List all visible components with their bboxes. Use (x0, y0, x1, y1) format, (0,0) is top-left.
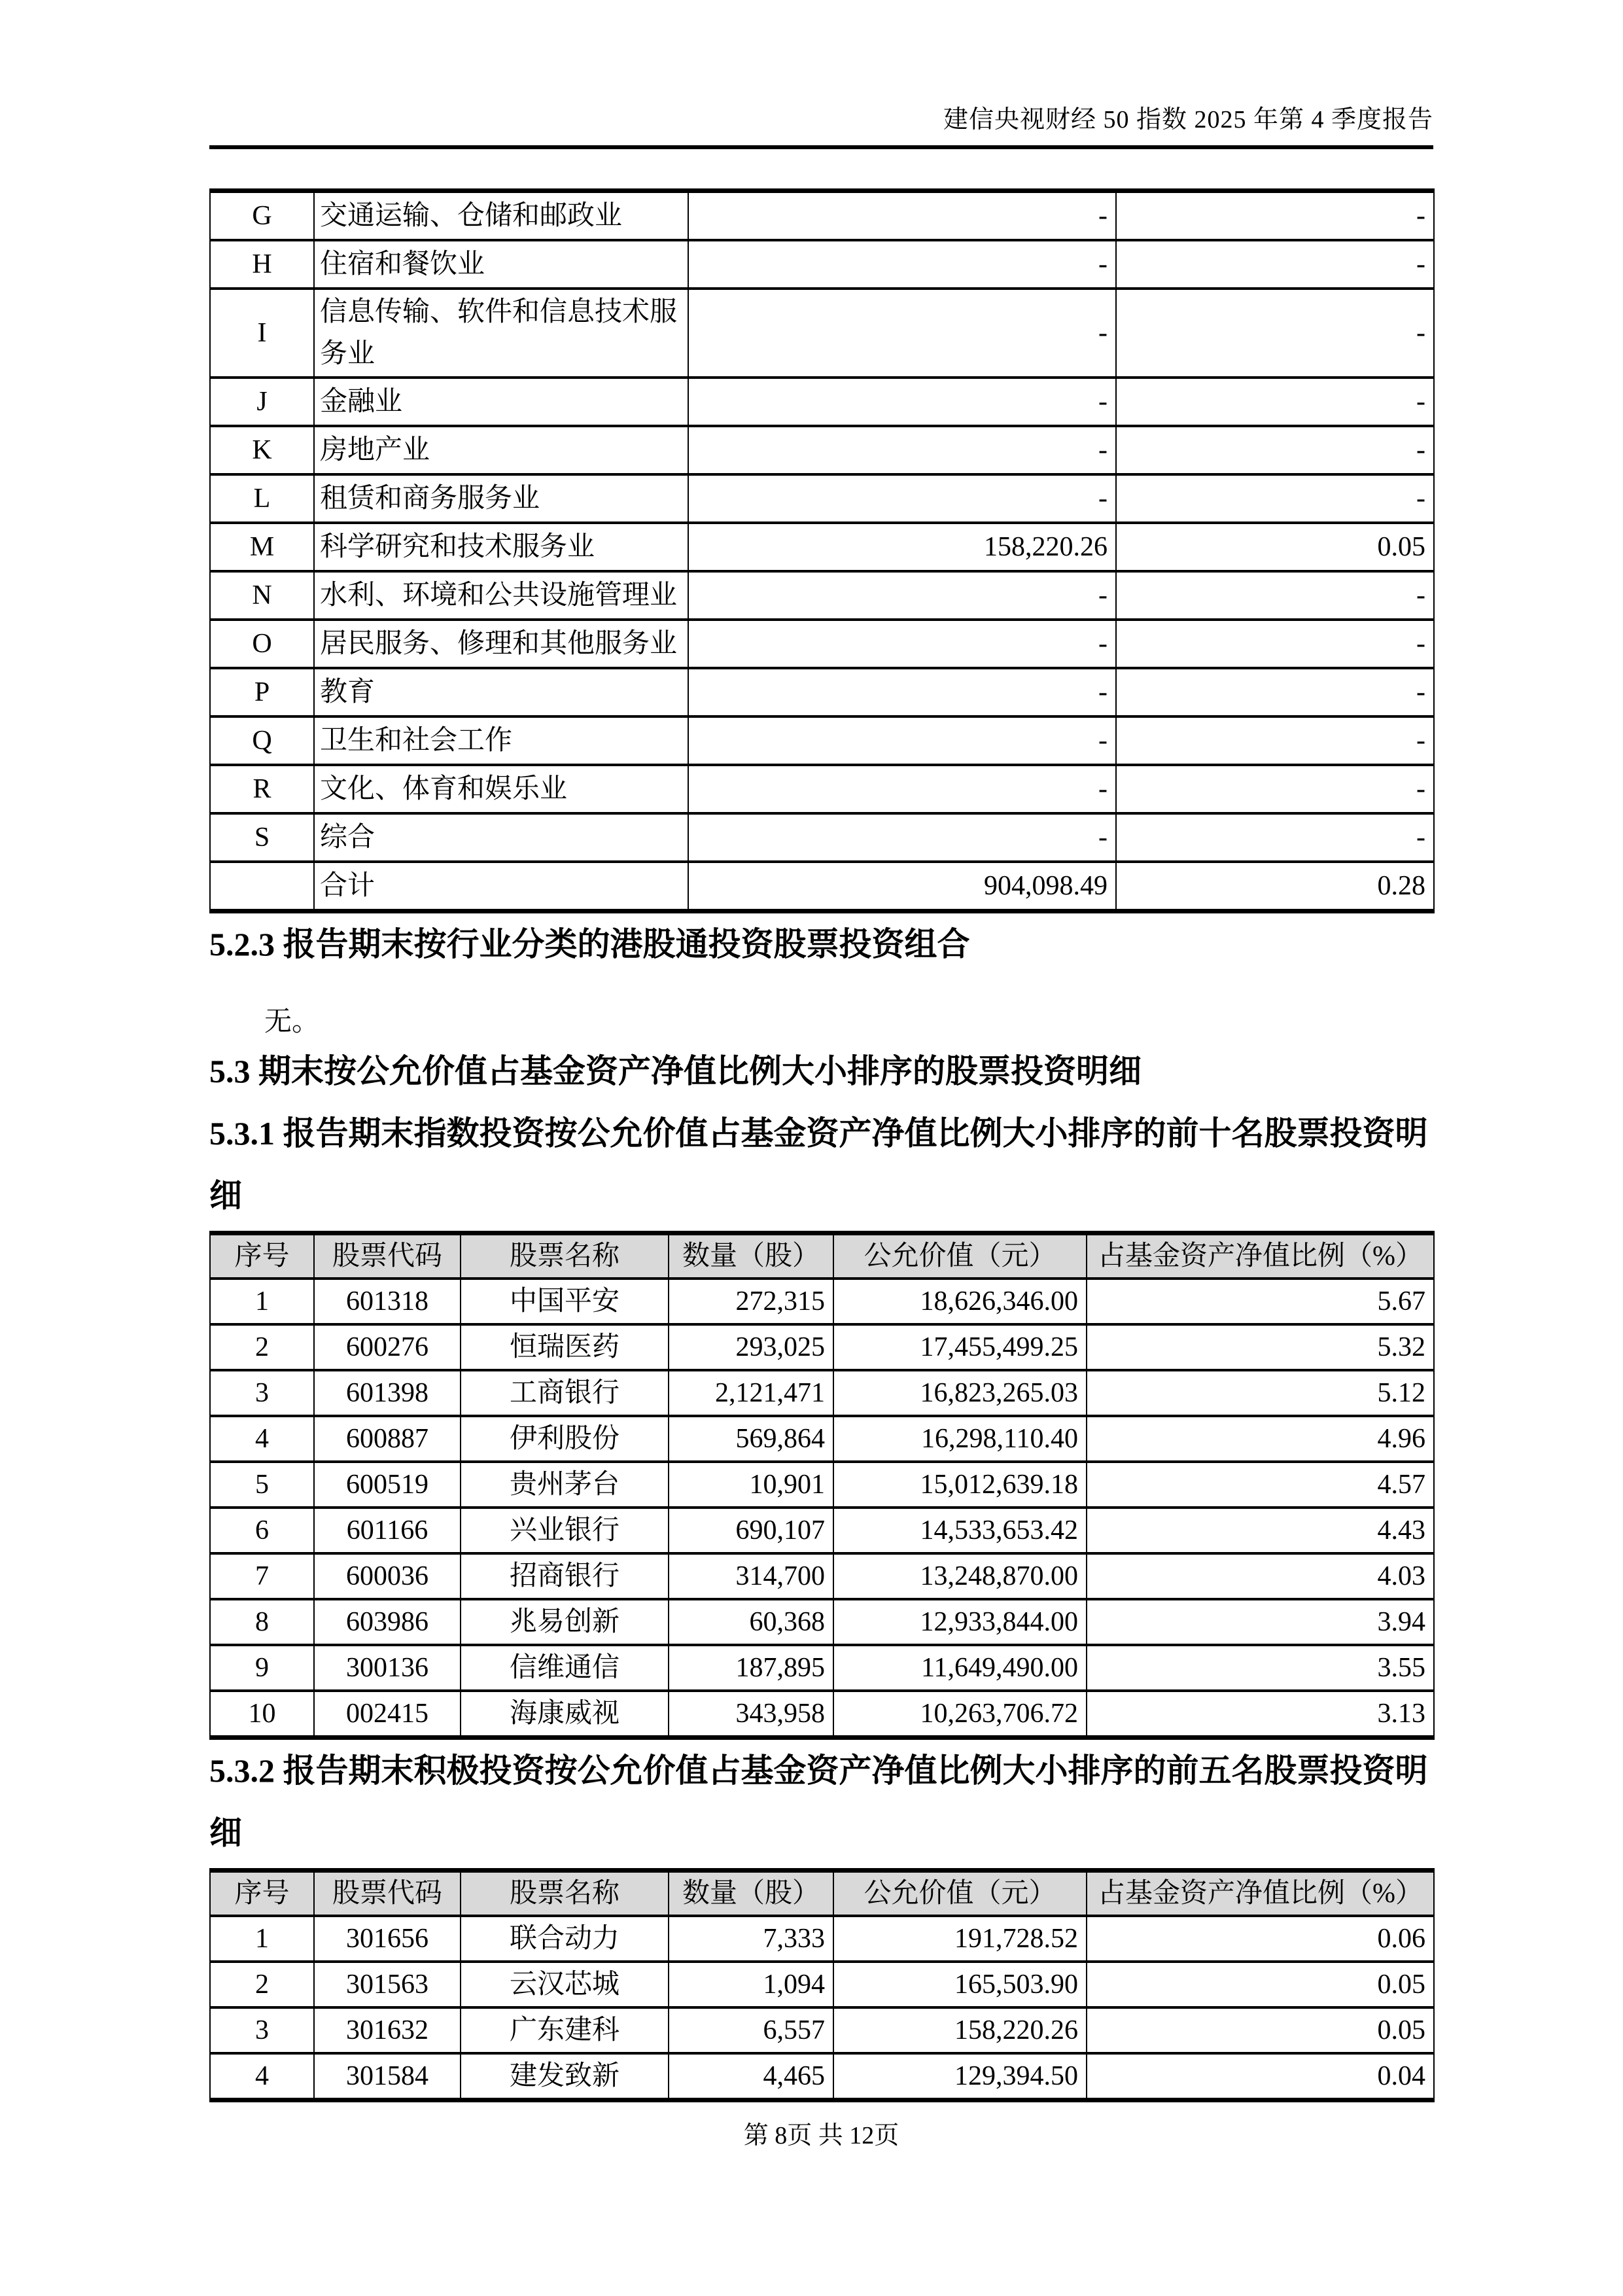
industry-value-cell: - (688, 474, 1116, 523)
stock-table-row (210, 1962, 1434, 2007)
stock-qty-cell: 272,315 (669, 1279, 833, 1324)
industry-table-row (210, 240, 1434, 289)
header-title: 建信央视财经 50 指数 2025 年第 4 季度报告 (943, 106, 1433, 133)
stock-name-cell: 工商银行 (461, 1370, 669, 1416)
header-cell-name: 股票名称 (461, 1871, 669, 1916)
stock-code-cell: 301563 (314, 1962, 461, 2007)
stock-table-row (210, 1599, 1434, 1645)
industry-table-row (210, 862, 1434, 911)
stock-seq-cell: 1 (210, 1916, 314, 1962)
industry-code-cell: K (210, 426, 314, 474)
industry-table-row (210, 289, 1434, 378)
industry-name-cell: 金融业 (314, 378, 688, 426)
section-5-2-3-title: 5.2.3 报告期末按行业分类的港股通投资股票投资组合 (209, 926, 970, 963)
industry-name-cell: 水利、环境和公共设施管理业 (314, 571, 688, 620)
stock-code-cell: 600276 (314, 1324, 461, 1370)
industry-pct-cell: - (1116, 240, 1434, 289)
stock-name-cell: 信维通信 (461, 1645, 669, 1691)
stock-code-cell: 600887 (314, 1416, 461, 1462)
stock-name-cell: 云汉芯城 (461, 1962, 669, 2007)
stock-qty-cell: 10,901 (669, 1462, 833, 1508)
stock-qty-cell: 1,094 (669, 1962, 833, 2007)
stock-qty-cell: 60,368 (669, 1599, 833, 1645)
top10-table-header (210, 1233, 1434, 1279)
industry-pct-cell: - (1116, 378, 1434, 426)
industry-name-cell: 交通运输、仓储和邮政业 (314, 191, 688, 241)
stock-code-cell: 301584 (314, 2053, 461, 2100)
industry-table-row (210, 668, 1434, 716)
industry-code-cell: R (210, 765, 314, 813)
stock-qty-cell: 2,121,471 (669, 1370, 833, 1416)
industry-table-row (210, 571, 1434, 620)
stock-name-cell: 兆易创新 (461, 1599, 669, 1645)
industry-pct-cell: - (1116, 716, 1434, 765)
stock-table-row (210, 1916, 1434, 1962)
top5-table-header (210, 1871, 1434, 1916)
stock-name-cell: 中国平安 (461, 1279, 669, 1324)
industry-name-cell: 卫生和社会工作 (314, 716, 688, 765)
industry-name-cell: 租赁和商务服务业 (314, 474, 688, 523)
stock-fair-value-cell: 18,626,346.00 (833, 1279, 1087, 1324)
top5-table-body (210, 1916, 1434, 2100)
stock-seq-cell: 4 (210, 1416, 314, 1462)
stock-qty-cell: 343,958 (669, 1691, 833, 1738)
industry-value-cell: - (688, 191, 1116, 241)
industry-table-row (210, 620, 1434, 668)
stock-fair-value-cell: 10,263,706.72 (833, 1691, 1087, 1738)
stock-seq-cell: 3 (210, 1370, 314, 1416)
stock-code-cell: 601166 (314, 1508, 461, 1553)
stock-name-cell: 建发致新 (461, 2053, 669, 2100)
header-cell-qty: 数量（股） (669, 1233, 833, 1279)
stock-table-row (210, 1691, 1434, 1738)
industry-value-cell: - (688, 716, 1116, 765)
industry-code-cell: S (210, 813, 314, 862)
stock-fair-value-cell: 16,823,265.03 (833, 1370, 1087, 1416)
industry-value-cell: - (688, 765, 1116, 813)
industry-code-cell: N (210, 571, 314, 620)
header-cell-seq: 序号 (210, 1871, 314, 1916)
industry-table-body (210, 191, 1434, 911)
stock-fair-value-cell: 15,012,639.18 (833, 1462, 1087, 1508)
header-cell-name: 股票名称 (461, 1233, 669, 1279)
stock-pct-cell: 5.12 (1087, 1370, 1434, 1416)
industry-code-cell: L (210, 474, 314, 523)
stock-fair-value-cell: 17,455,499.25 (833, 1324, 1087, 1370)
industry-code-cell: P (210, 668, 314, 716)
industry-name-cell: 综合 (314, 813, 688, 862)
stock-table-row (210, 1553, 1434, 1599)
stock-pct-cell: 3.13 (1087, 1691, 1434, 1738)
stock-code-cell: 600519 (314, 1462, 461, 1508)
industry-pct-cell: 0.05 (1116, 523, 1434, 571)
stock-pct-cell: 4.43 (1087, 1508, 1434, 1553)
stock-code-cell: 600036 (314, 1553, 461, 1599)
page-header (209, 105, 1433, 149)
stock-name-cell: 联合动力 (461, 1916, 669, 1962)
stock-table-row (210, 1279, 1434, 1324)
header-cell-pct: 占基金资产净值比例（%） (1087, 1233, 1434, 1279)
stock-seq-cell: 2 (210, 1962, 314, 2007)
stock-pct-cell: 0.05 (1087, 1962, 1434, 2007)
stock-pct-cell: 0.05 (1087, 2007, 1434, 2053)
stock-fair-value-cell: 13,248,870.00 (833, 1553, 1087, 1599)
industry-pct-cell: - (1116, 668, 1434, 716)
stock-name-cell: 贵州茅台 (461, 1462, 669, 1508)
industry-table-row (210, 813, 1434, 862)
stock-name-cell: 广东建科 (461, 2007, 669, 2053)
stock-seq-cell: 8 (210, 1599, 314, 1645)
stock-name-cell: 伊利股份 (461, 1416, 669, 1462)
stock-name-cell: 招商银行 (461, 1553, 669, 1599)
industry-value-cell: - (688, 620, 1116, 668)
stock-pct-cell: 0.06 (1087, 1916, 1434, 1962)
stock-table-row (210, 2007, 1434, 2053)
industry-value-cell: - (688, 378, 1116, 426)
stock-qty-cell: 4,465 (669, 2053, 833, 2100)
industry-value-cell: - (688, 668, 1116, 716)
industry-pct-cell: - (1116, 289, 1434, 378)
industry-name-cell: 合计 (314, 862, 688, 911)
stock-pct-cell: 0.04 (1087, 2053, 1434, 2100)
industry-pct-cell: - (1116, 620, 1434, 668)
header-cell-fair-value: 公允价值（元） (833, 1233, 1087, 1279)
industry-name-cell: 科学研究和技术服务业 (314, 523, 688, 571)
stock-seq-cell: 3 (210, 2007, 314, 2053)
industry-table-row (210, 191, 1434, 241)
industry-table-row (210, 716, 1434, 765)
industry-pct-cell: - (1116, 474, 1434, 523)
stock-code-cell: 601318 (314, 1279, 461, 1324)
industry-code-cell: Q (210, 716, 314, 765)
industry-table-row (210, 426, 1434, 474)
industry-pct-cell: - (1116, 426, 1434, 474)
stock-table-header-row (210, 1233, 1434, 1279)
industry-table-row (210, 765, 1434, 813)
stock-fair-value-cell: 165,503.90 (833, 1962, 1087, 2007)
stock-qty-cell: 569,864 (669, 1416, 833, 1462)
stock-qty-cell: 314,700 (669, 1553, 833, 1599)
stock-name-cell: 兴业银行 (461, 1508, 669, 1553)
stock-seq-cell: 6 (210, 1508, 314, 1553)
stock-seq-cell: 5 (210, 1462, 314, 1508)
industry-name-cell: 住宿和餐饮业 (314, 240, 688, 289)
stock-pct-cell: 4.96 (1087, 1416, 1434, 1462)
stock-pct-cell: 5.67 (1087, 1279, 1434, 1324)
industry-table-row (210, 378, 1434, 426)
stock-pct-cell: 5.32 (1087, 1324, 1434, 1370)
industry-value-cell: - (688, 240, 1116, 289)
header-cell-qty: 数量（股） (669, 1871, 833, 1916)
stock-name-cell: 恒瑞医药 (461, 1324, 669, 1370)
section-5-3-1-title: 5.3.1 报告期末指数投资按公允价值占基金资产净值比例大小排序的前十名股票投资明细 (209, 1115, 1428, 1214)
industry-name-cell: 居民服务、修理和其他服务业 (314, 620, 688, 668)
industry-code-cell: O (210, 620, 314, 668)
industry-value-cell: - (688, 289, 1116, 378)
header-cell-code: 股票代码 (314, 1871, 461, 1916)
stock-pct-cell: 4.03 (1087, 1553, 1434, 1599)
stock-seq-cell: 4 (210, 2053, 314, 2100)
industry-value-cell: - (688, 571, 1116, 620)
section-5-3-title: 5.3 期末按公允价值占基金资产净值比例大小排序的股票投资明细 (209, 1053, 1142, 1089)
industry-value-cell: 904,098.49 (688, 862, 1116, 911)
industry-code-cell (210, 862, 314, 911)
industry-code-cell: M (210, 523, 314, 571)
stock-pct-cell: 3.94 (1087, 1599, 1434, 1645)
stock-fair-value-cell: 12,933,844.00 (833, 1599, 1087, 1645)
stock-code-cell: 301632 (314, 2007, 461, 2053)
stock-pct-cell: 3.55 (1087, 1645, 1434, 1691)
stock-code-cell: 603986 (314, 1599, 461, 1645)
page-number-footer: 第 8页 共 12页 (743, 2122, 899, 2149)
stock-fair-value-cell: 191,728.52 (833, 1916, 1087, 1962)
industry-code-cell: I (210, 289, 314, 378)
section-5-3-2-title: 5.3.2 报告期末积极投资按公允价值占基金资产净值比例大小排序的前五名股票投资明细 (209, 1752, 1428, 1851)
stock-table-header-row (210, 1871, 1434, 1916)
stock-code-cell: 601398 (314, 1370, 461, 1416)
stock-pct-cell: 4.57 (1087, 1462, 1434, 1508)
stock-qty-cell: 690,107 (669, 1508, 833, 1553)
stock-table-row (210, 1370, 1434, 1416)
top10-table-body (210, 1279, 1434, 1738)
industry-allocation-table (209, 188, 1435, 913)
industry-pct-cell: - (1116, 765, 1434, 813)
stock-qty-cell: 7,333 (669, 1916, 833, 1962)
industry-pct-cell: 0.28 (1116, 862, 1434, 911)
stock-fair-value-cell: 14,533,653.42 (833, 1508, 1087, 1553)
header-cell-fair-value: 公允价值（元） (833, 1871, 1087, 1916)
industry-name-cell: 房地产业 (314, 426, 688, 474)
stock-seq-cell: 7 (210, 1553, 314, 1599)
industry-name-cell: 文化、体育和娱乐业 (314, 765, 688, 813)
stock-code-cell: 002415 (314, 1691, 461, 1738)
industry-value-cell: - (688, 426, 1116, 474)
section-5-2-3-body: 无。 (264, 1007, 320, 1037)
top5-stocks-table (209, 1868, 1435, 2102)
industry-code-cell: J (210, 378, 314, 426)
stock-fair-value-cell: 16,298,110.40 (833, 1416, 1087, 1462)
stock-qty-cell: 187,895 (669, 1645, 833, 1691)
industry-value-cell: - (688, 813, 1116, 862)
industry-table-row (210, 523, 1434, 571)
stock-table-row (210, 2053, 1434, 2100)
top10-stocks-table (209, 1231, 1435, 1740)
header-rule (209, 145, 1433, 149)
industry-name-cell: 信息传输、软件和信息技术服务业 (314, 289, 688, 378)
stock-table-row (210, 1645, 1434, 1691)
stock-fair-value-cell: 158,220.26 (833, 2007, 1087, 2053)
stock-seq-cell: 9 (210, 1645, 314, 1691)
header-cell-pct: 占基金资产净值比例（%） (1087, 1871, 1434, 1916)
header-cell-seq: 序号 (210, 1233, 314, 1279)
industry-code-cell: G (210, 191, 314, 241)
stock-qty-cell: 293,025 (669, 1324, 833, 1370)
stock-qty-cell: 6,557 (669, 2007, 833, 2053)
stock-code-cell: 301656 (314, 1916, 461, 1962)
stock-code-cell: 300136 (314, 1645, 461, 1691)
stock-table-row (210, 1508, 1434, 1553)
industry-table-row (210, 474, 1434, 523)
stock-seq-cell: 2 (210, 1324, 314, 1370)
industry-name-cell: 教育 (314, 668, 688, 716)
industry-pct-cell: - (1116, 571, 1434, 620)
stock-seq-cell: 1 (210, 1279, 314, 1324)
stock-table-row (210, 1324, 1434, 1370)
stock-name-cell: 海康威视 (461, 1691, 669, 1738)
page-content (209, 105, 1433, 2151)
header-cell-code: 股票代码 (314, 1233, 461, 1279)
stock-table-row (210, 1416, 1434, 1462)
stock-seq-cell: 10 (210, 1691, 314, 1738)
industry-pct-cell: - (1116, 813, 1434, 862)
stock-fair-value-cell: 11,649,490.00 (833, 1645, 1087, 1691)
industry-pct-cell: - (1116, 191, 1434, 241)
industry-value-cell: 158,220.26 (688, 523, 1116, 571)
stock-fair-value-cell: 129,394.50 (833, 2053, 1087, 2100)
stock-table-row (210, 1462, 1434, 1508)
industry-code-cell: H (210, 240, 314, 289)
